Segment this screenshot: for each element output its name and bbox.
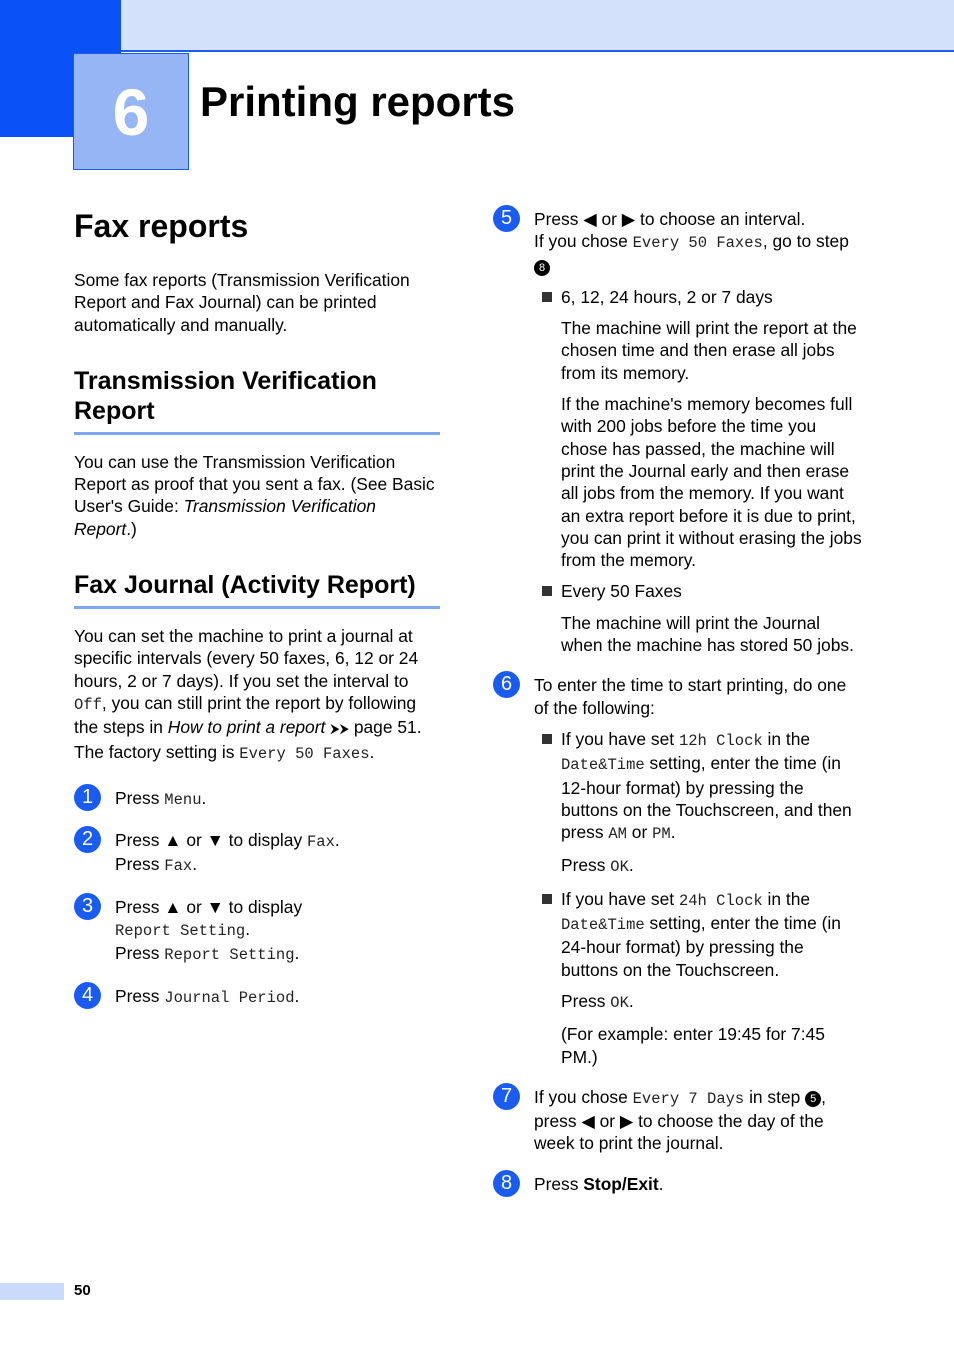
tv-body: You can use the Transmission Verification Report as proof that you sent a fax. (See Basic User's Guide: [74,451,435,517]
bullet-item: Every 50 Faxes [541,580,863,602]
code: AM [608,825,627,844]
step-number: 1 [74,784,101,811]
step-7 [493,1086,863,1155]
text: Press [115,943,165,964]
text: Press ▲ or ▼ to display [115,896,303,917]
text: . [628,855,634,876]
step-text [534,208,863,277]
text: . [294,985,300,1006]
code: 12h Clock [678,731,763,750]
text: If you have set [561,888,679,909]
step-number: 4 [74,982,101,1009]
code: 24h Clock [678,891,763,910]
text: . [192,854,198,875]
bullet-item [541,728,863,845]
text: . [670,822,676,843]
tv-end: .) [126,518,137,539]
step-number: 8 [493,1170,520,1197]
fj-p2: , you can still print the report by following the steps in [74,692,417,738]
text: If you have set [561,728,679,749]
text: . [201,787,207,808]
code: Date&Time [561,916,645,935]
step-text [115,829,340,878]
step-text [115,787,206,811]
step-number: 6 [493,671,520,698]
page-number: 50 [74,1282,91,1299]
section-title: Fax reports [74,208,249,244]
sub-paragraph: If the machine's memory becomes full with 200 jobs before the time you chose has passed, the machine will print the Journal early and then erase all jobs from the memory. If you want an extra report before it is due to print, you can print it without erasing the jobs from the memory. [561,394,862,571]
step-ref-icon: 5 [805,1091,821,1107]
text: . [294,943,300,964]
text: . [334,830,340,851]
step-3 [74,896,440,967]
arrow-icon: ⮞⮞ [330,721,349,737]
text: setting, enter the time (in 24-hour format) by pressing the buttons on the Touchscreen. [561,913,841,980]
step-number: 7 [493,1083,520,1110]
step-ref-icon: 8 [534,260,550,276]
code: Every 7 Days [632,1089,745,1108]
step-4 [74,985,440,1009]
code: Report Setting [115,922,246,941]
step-text [534,1086,863,1155]
text: in the [762,728,811,749]
step-text [115,896,302,967]
text: Press [561,855,611,876]
code: Fax [306,833,335,852]
code: Date&Time [561,756,645,775]
fj-p3: page 51. The factory setting is [74,717,422,762]
sub-paragraph [561,854,863,878]
fj-paragraph [74,625,440,765]
sub-paragraph: The machine will print the report at the chosen time and then erase all jobs from its memory. [561,318,857,383]
step-text [115,985,299,1009]
step-number: 2 [74,826,101,853]
step-number: 3 [74,893,101,920]
bullet-item: 6, 12, 24 hours, 2 or 7 days [541,286,863,308]
fj-p4: . [369,741,375,762]
fj-how-link[interactable]: How to print a report [167,717,326,738]
text: . [628,990,634,1011]
text: , press ◀ or ▶ to choose the day of the week to print the journal. [534,1086,826,1154]
text: or [626,822,653,843]
text: setting, enter the time (in 12-hour format) by pressing the buttons on the Touchscreen, and then press [561,753,852,843]
text: Press ◀ or ▶ to choose an interval. [534,209,806,229]
chapter-title: Printing reports [200,78,516,125]
right-column [493,208,863,1215]
bullet-item [541,888,863,981]
tv-link[interactable]: Transmission Verification Report [74,496,376,539]
step-8 [493,1173,863,1197]
code: Journal Period [164,988,295,1007]
text: . [658,1173,664,1194]
step-5 [493,208,863,277]
text: If you chose [534,1086,633,1107]
text: Press [115,787,165,808]
page-tab [0,1283,64,1300]
header-band [0,0,954,52]
tv-paragraph [74,451,440,540]
text: , go to step [762,231,849,252]
step-1 [74,787,440,811]
text: Press [561,990,611,1011]
fj-heading: Fax Journal (Activity Report) [74,570,440,609]
code: Every 50 Faxes [632,234,763,253]
code: Menu [164,790,202,809]
sub-paragraph: The machine will print the Journal when the machine has stored 50 jobs. [561,612,854,656]
text: Press [115,854,165,875]
code: PM [652,825,671,844]
chapter-number: 6 [73,53,189,170]
code: Report Setting [164,946,295,965]
step-text [534,1173,664,1195]
fj-off: Off [74,695,102,714]
text: in step [744,1086,806,1107]
code: Fax [164,857,193,876]
step-2 [74,829,440,878]
text: If you chose [534,231,633,252]
text: Press [115,985,165,1006]
intro-paragraph: Some fax reports (Transmission Verification Report and Fax Journal) can be printed automatically and manually. [74,270,410,335]
text: Press ▲ or ▼ to display [115,830,307,851]
code: OK [610,858,629,877]
code: OK [610,993,629,1012]
stop-exit-label: Stop/Exit [583,1173,659,1194]
text: . [245,919,251,940]
fj-p1: You can set the machine to print a journal at specific intervals (every 50 faxes, 6, 12 or 24 hours, 2 or 7 days). If you set the interval to [74,626,419,691]
sub-paragraph: (For example: enter 19:45 for 7:45 PM.) [561,1024,825,1067]
step-6 [493,674,863,719]
sub-paragraph [561,990,863,1014]
left-column [74,200,440,1027]
tv-heading: Transmission Verification Report [74,366,440,435]
step-text: To enter the time to start printing, do one of the following: [534,675,847,718]
text: Press [534,1173,584,1194]
step-number: 5 [493,205,520,232]
text: in the [762,888,811,909]
fj-default: Every 50 Faxes [239,744,370,763]
